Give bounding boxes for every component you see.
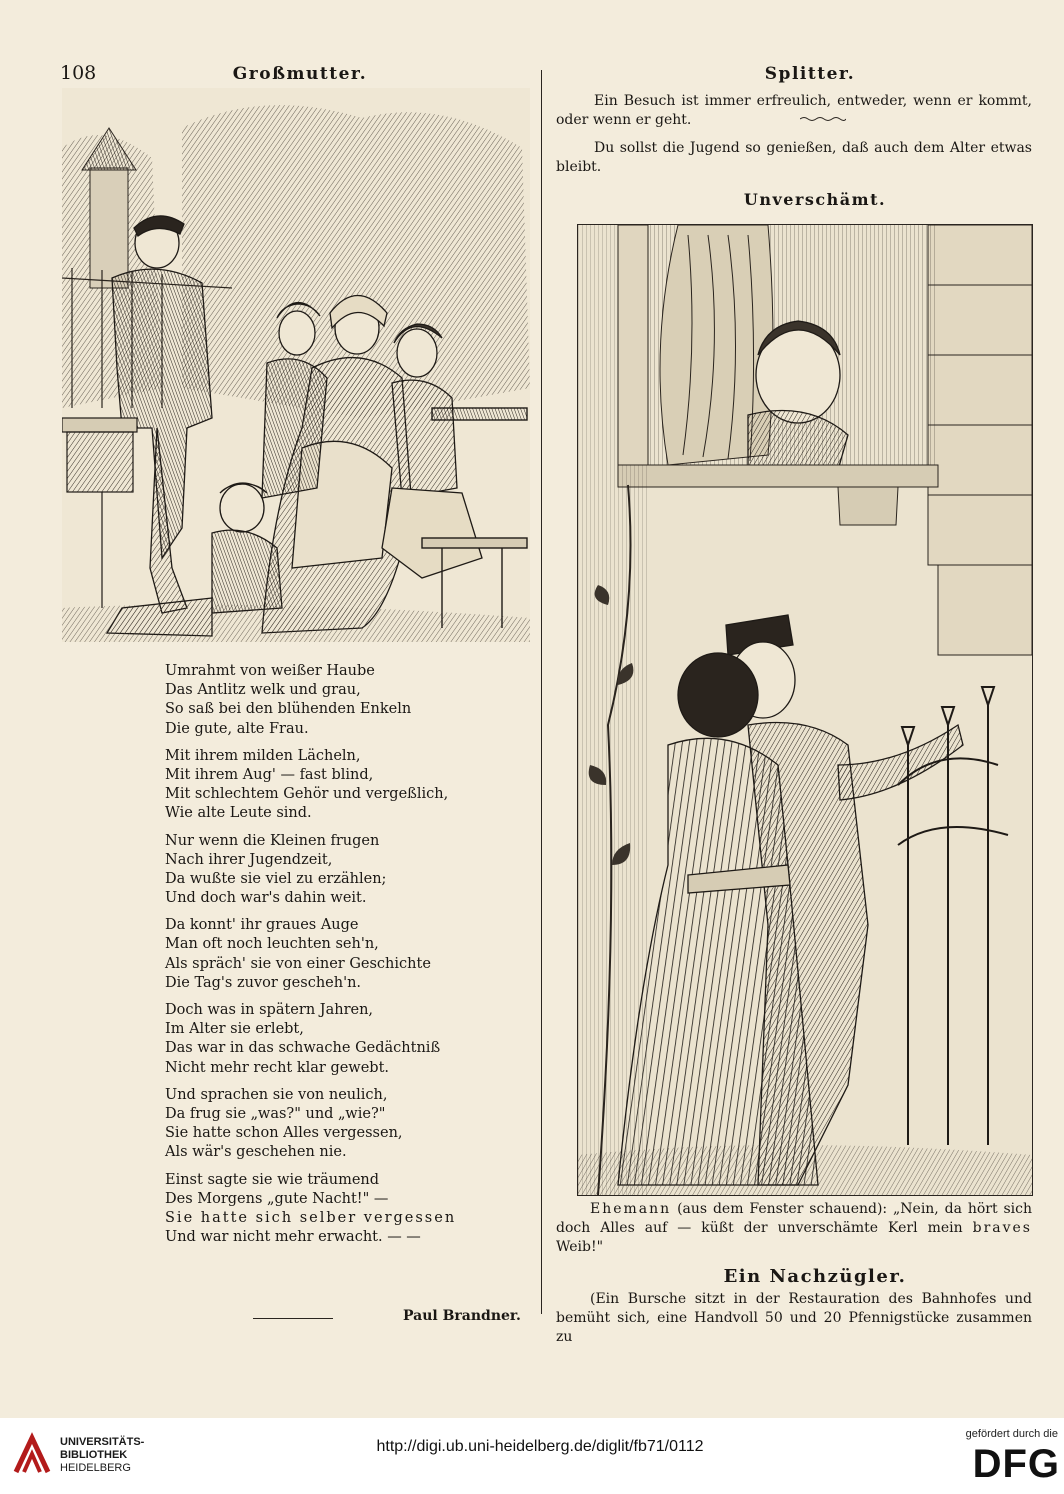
poem-stanza [165,1171,495,1248]
poem-line: Da frug sie „was?" und „wie?" [165,1105,386,1122]
poem-line: Umrahmt von weißer Haube [165,663,375,679]
poem-stanza [165,1086,495,1163]
poem-line: Die gute, alte Frau. [165,720,309,737]
caption-text: (aus dem Fenster schauend): „Nein, da hört sich doch Alles auf — küßt der unverschämte Kerl mein [556,1201,1032,1236]
poem-stanza [165,916,495,993]
poem-line: Nur wenn die Kleinen frugen [165,832,380,849]
poem-line: Doch was in spätern Jahren, [165,1002,374,1018]
dfg-logo: DFG [972,1442,1060,1486]
poem-line: Das Antlitz welk und grau, [165,682,361,699]
poem-line: Des Morgens „gute Nacht!" — [165,1190,389,1207]
splitter-title: Splitter. [764,64,856,84]
poem-title: Großmutter. [232,64,368,84]
cartoon-title: Unverschämt. [743,190,887,209]
next-story-text: (Ein Bursche sitzt in der Restauration des Bahnhofes und bemüht sich, eine Handvoll 50 und 20 Pfennigstücke zusammen zu [556,1291,1032,1345]
sponsor-text: gefördert durch die [965,1428,1058,1440]
poem-line: Einst sagte sie wie träumend [165,1171,380,1188]
poem-line: Nach ihrer Jugendzeit, [165,851,333,868]
page-number: 108 [60,62,97,84]
poem-stanza [165,662,495,739]
poem-line: Nicht mehr recht klar gewebt. [165,1059,390,1076]
poem-line: Und sprachen sie von neulich, [165,1086,388,1103]
poem-line: Die Tag's zuvor gescheh'n. [165,974,362,991]
next-story-title: Ein Nachzügler. [723,1266,907,1287]
cartoon-caption [556,1200,1032,1257]
poem-line: Mit ihrem Aug' — fast blind, [165,766,374,783]
poem-line: Man oft noch leuchten seh'n, [165,936,379,953]
poem-line: Das war in das schwache Gedächtniß [165,1040,441,1057]
poem-line: Mit ihrem milden Lächeln, [165,747,361,764]
poem [165,662,495,1255]
poem-line: Mit schlechtem Gehör und vergeßlich, [165,786,449,803]
library-line-1: UNIVERSITÄTS- [60,1436,145,1448]
column-divider [541,70,542,1314]
poem-line: Wie alte Leute sind. [165,805,312,822]
poem-line: Als spräch' sie von einer Geschichte [165,955,431,972]
caption-end: Weib!" [556,1239,604,1255]
splitter-aphorism-2: Du sollst die Jugend so genießen, daß auch dem Alter etwas bleibt. [556,140,1032,175]
poem-line: Als wär's geschehen nie. [165,1144,347,1161]
poem-stanza [165,1001,495,1078]
poem-line: Da konnt' ihr graues Auge [165,917,359,934]
poem-line: Sie hatte sich selber vergessen [165,1209,457,1226]
library-line-2: BIBLIOTHEK [60,1449,128,1461]
poem-line: Im Alter sie erlebt, [165,1021,304,1038]
page-url-link[interactable]: http://digi.ub.uni-heidelberg.de/diglit/fb71/0112 [376,1438,704,1455]
viewer-footer [0,1418,1064,1494]
grandmother-illustration [62,88,530,642]
wave-divider [800,116,846,122]
caption-speaker: Ehemann [590,1201,672,1217]
poem-line: Und doch war's dahin weit. [165,890,367,907]
poem-author: Paul Brandner. [403,1308,521,1324]
university-library-logo-icon [12,1432,52,1476]
poem-line: Und war nicht mehr erwacht. — — [165,1229,421,1246]
cartoon-illustration [577,224,1033,1196]
poem-line: Sie hatte schon Alles vergessen, [165,1125,403,1142]
splitter-aphorism-1: Ein Besuch ist immer erfreulich, entweder, wenn er kommt, oder wenn er geht. [556,93,1032,128]
poem-stanza [165,832,495,909]
library-name [60,1436,144,1475]
library-line-3: HEIDELBERG [60,1462,131,1474]
poem-line: So saß bei den blühenden Enkeln [165,701,412,718]
poem-line: Da wußte sie viel zu erzählen; [165,870,387,887]
author-rule [253,1318,333,1319]
caption-emphasis: braves [972,1220,1032,1236]
poem-stanza [165,747,495,824]
